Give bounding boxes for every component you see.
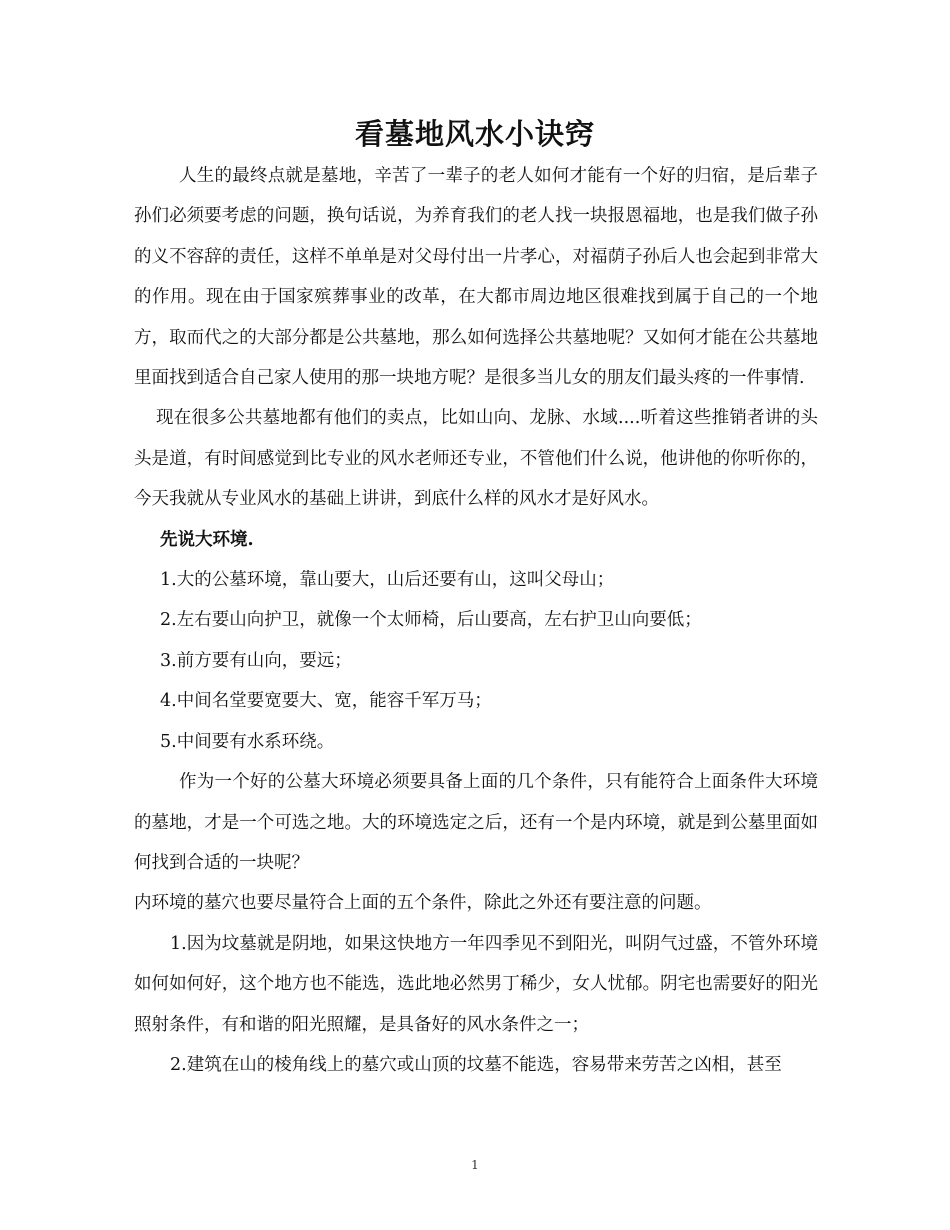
list-item: 3.前方要有山向，要远； — [160, 650, 352, 671]
section-heading: 先说大环境. — [160, 529, 254, 550]
inner-item: 2.建筑在山的棱角线上的墓穴或山顶的坟墓不能选，容易带来劳苦之凶相，甚至 — [170, 1054, 782, 1075]
list-item: 1.大的公墓环境，靠山要大，山后还要有山，这叫父母山； — [160, 570, 615, 591]
document-title: 看墓地风水小诀窍 — [354, 117, 595, 151]
paragraph-after-list: 作为一个好的公墓大环境必须要具备上面的几个条件，只有能符合上面条件大环境的墓地，才是一个可选之地。大的环境选定之后，还有一个是内环境，就是到公墓里面如何找到合适的一块呢？ — [134, 772, 818, 873]
paragraph-intro: 人生的最终点就是墓地，辛苦了一辈子的老人如何才能有一个好的归宿，是后辈子孙们必须要考虑的问题，换句话说，为养育我们的老人找一块报恩福地，也是我们做子孙的义不容辞的责任，这样不单单是对父母付出一片孝心，对福荫子孙后人也会起到非常大的作用。现在由于国家殡葬事业的改革，在大都市周边地区很难找到属于自己的一个地方，取而代之的大部分都是公共墓地，那么如何选择公共墓地呢？又如何才能在公共墓地里面找到适合自己家人使用的那一块地方呢？是很多当儿女的朋友们最头疼的一件事情. — [134, 166, 818, 389]
document-body — [134, 156, 818, 1085]
paragraph-inner-environment: 内环境的墓穴也要尽量符合上面的五个条件，除此之外还有要注意的问题。 — [134, 893, 712, 914]
paragraph-selling-points: 现在很多公共墓地都有他们的卖点，比如山向、龙脉、水域....听着这些推销者讲的头头是道，有时间感觉到比专业的风水老师还专业，不管他们什么说，他讲他的你听你的，今天我就从专业风水的基础上讲讲，到底什么样的风水才是好风水。 — [134, 408, 818, 510]
page-number: 1 — [471, 1158, 479, 1172]
list-item: 2.左右要山向护卫，就像一个太师椅，后山要高，左右护卫山向要低； — [160, 610, 702, 631]
inner-item: 1.因为坟墓就是阴地，如果这快地方一年四季见不到阳光，叫阴气过盛，不管外环境如何如何好，这个地方也不能选，选此地必然男丁稀少，女人忧郁。阴宅也需要好的阳光照射条件，有和谐的阳光照耀，是具备好的风水条件之一； — [134, 933, 818, 1035]
list-item: 4.中间名堂要宽要大、宽，能容千军万马； — [160, 691, 492, 712]
list-item: 5.中间要有水系环绕。 — [160, 731, 335, 752]
